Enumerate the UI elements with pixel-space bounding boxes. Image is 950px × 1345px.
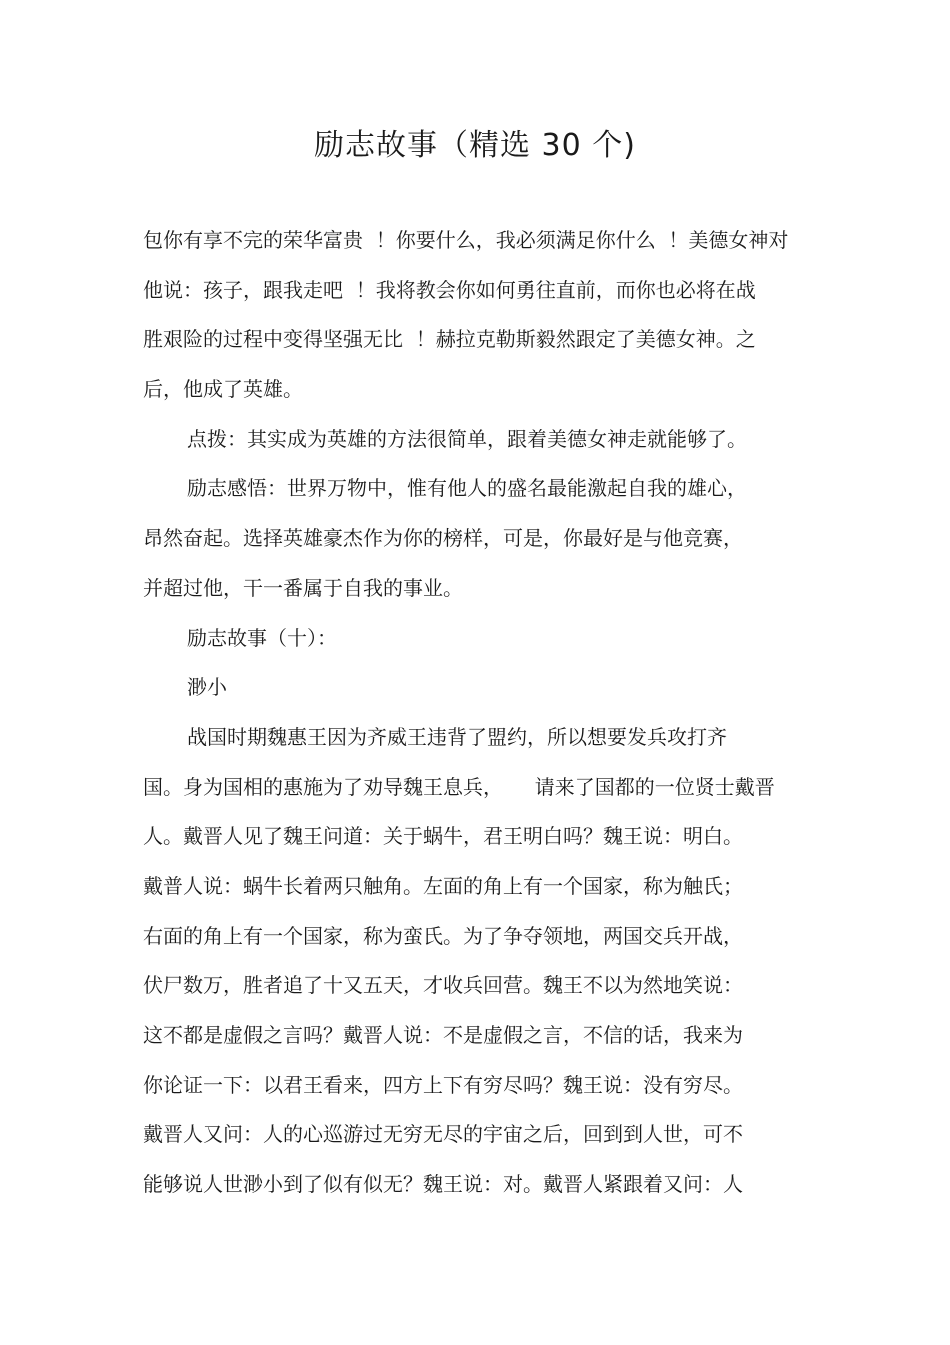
text-line: 并超过他，干一番属于自我的事业。 <box>143 575 463 600</box>
text-line: 右面的角上有一个国家，称为蛮氏。为了争夺领地，两国交兵开战， <box>143 923 743 948</box>
text-line: 你论证一下：以君王看来，四方上下有穷尽吗？魏王说：没有穷尽。 <box>143 1072 743 1097</box>
text-line: 战国时期魏惠王因为齐威王违背了盟约，所以想要发兵攻打齐 <box>187 724 727 749</box>
text-line: 后，他成了英雄。 <box>143 377 303 402</box>
text-line: 人。戴晋人见了魏王问道：关于蜗牛，君王明白吗？魏王说：明白。 <box>143 824 743 849</box>
text-line: 昂然奋起。选择英雄豪杰作为你的榜样，可是，你最好是与他竞赛， <box>143 526 743 551</box>
text-line: 渺小 <box>187 675 227 700</box>
text-line: 点拨：其实成为英雄的方法很简单，跟着美德女神走就能够了。 <box>187 426 747 451</box>
text-line: 国。身为国相的惠施为了劝导魏王息兵， 请来了国都的一位贤士戴晋 <box>143 774 775 799</box>
text-line: 伏尸数万，胜者追了十又五天，才收兵回营。魏王不以为然地笑说： <box>143 973 743 998</box>
text-line: 励志感悟：世界万物中，惟有他人的盛名最能激起自我的雄心， <box>187 476 747 501</box>
text-line: 包你有享不完的荣华富贵 ！你要什么，我必须满足你什么 ！美德女神对 <box>143 228 789 252</box>
text-line: 戴普人说：蜗牛长着两只触角。左面的角上有一个国家，称为触氏； <box>143 873 743 898</box>
text-line: 这不都是虚假之言吗？戴晋人说：不是虚假之言，不信的话，我来为 <box>143 1023 743 1047</box>
text-line: 胜艰险的过程中变得坚强无比 ！赫拉克勒斯毅然跟定了美德女神。之 <box>143 327 756 352</box>
document-title: 励志故事（精选 30 个) <box>314 128 636 163</box>
document-body <box>143 216 813 1210</box>
text-line: 戴晋人又问：人的心巡游过无穷无尽的宇宙之后，回到到人世，可不 <box>143 1122 743 1147</box>
text-line: 能够说人世渺小到了似有似无？魏王说：对。戴晋人紧跟着又问：人 <box>143 1172 743 1197</box>
text-line: 励志故事（十）： <box>187 625 337 650</box>
text-line: 他说：孩子，跟我走吧 ！我将教会你如何勇往直前，而你也必将在战 <box>143 277 756 302</box>
